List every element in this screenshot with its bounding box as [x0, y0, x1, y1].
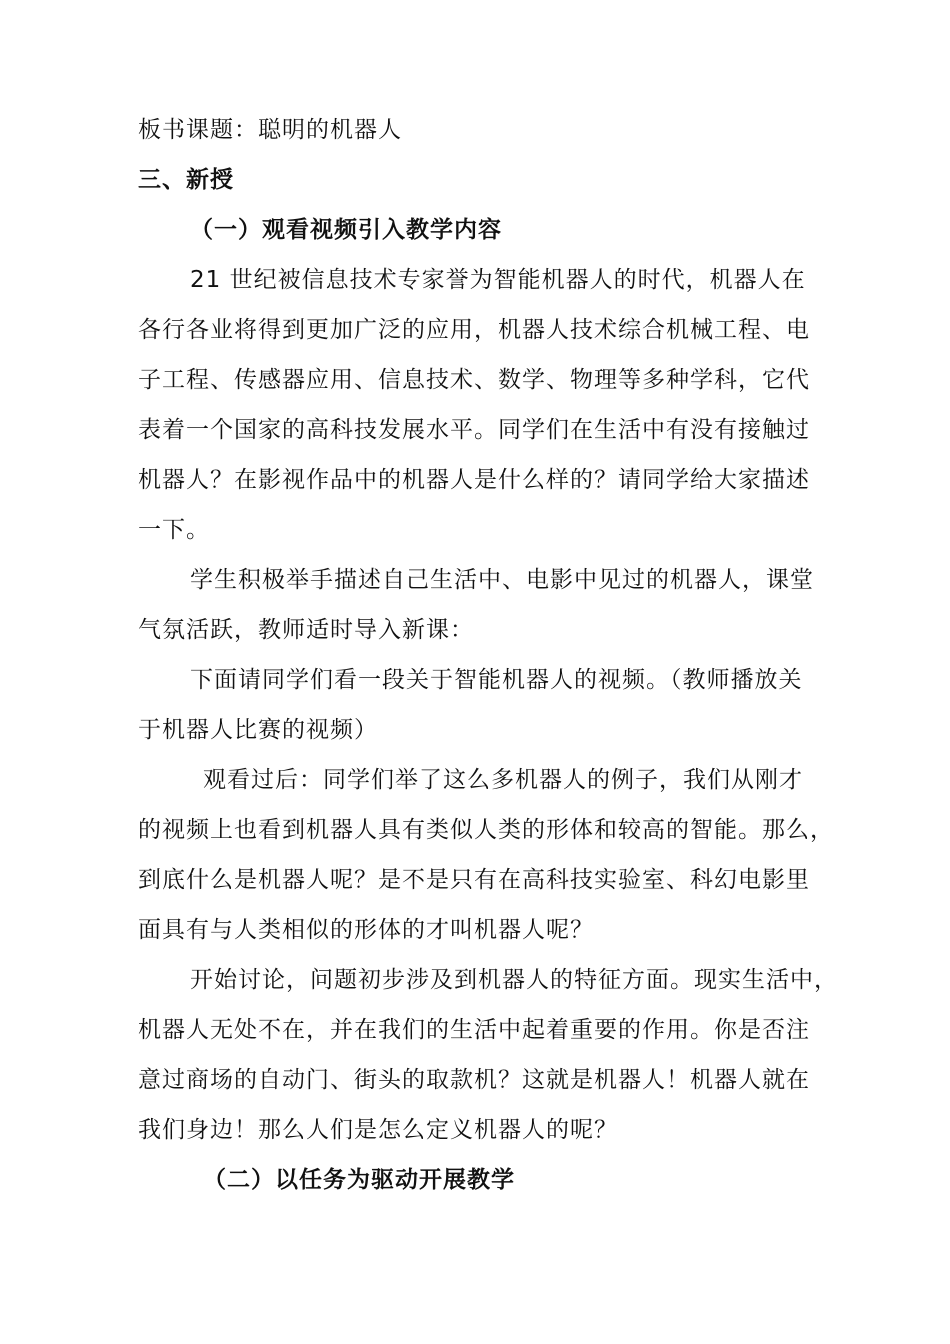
paragraph-line: 机器人无处不在，并在我们的生活中起着重要的作用。你是否注 [138, 1017, 810, 1043]
paragraph-line: 下面请同学们看一段关于智能机器人的视频。（教师播放关 [190, 667, 803, 693]
paragraph-line: 意过商场的自动门、街头的取款机？这就是机器人！机器人就在 [138, 1067, 810, 1093]
paragraph-line: 面具有与人类相似的形体的才叫机器人呢？ [138, 917, 594, 943]
paragraph-line: 观看过后：同学们举了这么多机器人的例子，我们从刚才 [203, 767, 803, 793]
paragraph-line: 机器人？在影视作品中的机器人是什么样的？请同学给大家描述 [138, 467, 810, 493]
paragraph-line: 我们身边！那么人们是怎么定义机器人的呢？ [138, 1117, 618, 1143]
paragraph-line: 21 世纪被信息技术专家誉为智能机器人的时代，机器人在 [190, 267, 806, 293]
paragraph-line: 的视频上也看到机器人具有类似人类的形体和较高的智能。那么， [138, 817, 834, 843]
paragraph-line: 开始讨论，问题初步涉及到机器人的特征方面。现实生活中， [190, 967, 838, 993]
paragraph-line: 于机器人比赛的视频） [138, 717, 378, 743]
paragraph-line: 到底什么是机器人呢？是不是只有在高科技实验室、科幻电影里 [138, 867, 810, 893]
paragraph-line: 子工程、传感器应用、信息技术、数学、物理等多种学科，它代 [138, 367, 810, 393]
subsection-heading-1: （一）观看视频引入教学内容 [190, 217, 502, 243]
paragraph-line: 学生积极举手描述自己生活中、电影中见过的机器人，课堂 [190, 567, 814, 593]
paragraph-line: 表着一个国家的高科技发展水平。同学们在生活中有没有接触过 [138, 417, 810, 443]
paragraph-line: 气氛活跃，教师适时导入新课： [138, 617, 474, 643]
paragraph-line: 一下。 [138, 517, 210, 543]
paragraph-line: 各行各业将得到更加广泛的应用，机器人技术综合机械工程、电 [138, 317, 810, 343]
subsection-heading-2: （二）以任务为驱动开展教学 [203, 1167, 515, 1193]
section-heading-new-lesson: 三、新授 [138, 167, 234, 193]
board-title-line: 板书课题：聪明的机器人 [138, 117, 402, 143]
